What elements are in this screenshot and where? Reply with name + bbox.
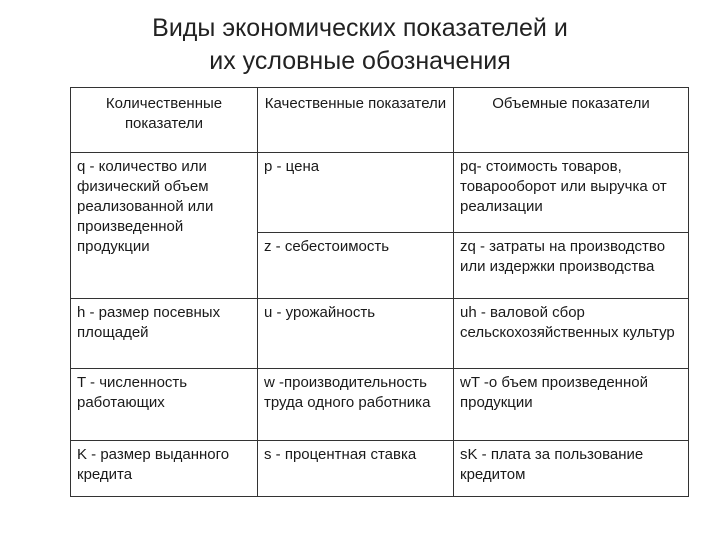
cell-quality-u: u - урожайность (258, 299, 454, 369)
indicators-table (70, 87, 689, 497)
cell-quantity-h: h - размер посевных площадей (71, 299, 258, 369)
header-quantitative: Количественные показатели (71, 88, 258, 153)
page-title (0, 12, 720, 78)
title-line-2: их условные обозначения (209, 47, 511, 75)
table-row (71, 299, 689, 369)
cell-quality-z: z - себестоимость (258, 233, 454, 299)
table-row (71, 153, 689, 233)
cell-quantity-k: K - размер выданного кредита (71, 441, 258, 497)
header-volume: Объемные показатели (454, 88, 689, 153)
cell-volume-uh: uh - валовой сбор сельскохозяйственных культур (454, 299, 689, 369)
cell-quality-p: p - цена (258, 153, 454, 233)
header-qualitative: Качественные показатели (258, 88, 454, 153)
cell-quantity-q: q - количество или физический объем реализованной или произведенной продукции (71, 153, 258, 299)
table-row (71, 441, 689, 497)
header-row (71, 88, 689, 153)
cell-volume-sk: sK - плата за пользование кредитом (454, 441, 689, 497)
title-line-1: Виды экономических показателей и (152, 14, 568, 42)
table-row (71, 369, 689, 441)
cell-volume-pq: pq- стоимость товаров, товарооборот или выручка от реализации (454, 153, 689, 233)
cell-volume-zq: zq - затраты на производство или издержки производства (454, 233, 689, 299)
cell-quality-s: s - процентная ставка (258, 441, 454, 497)
cell-quantity-t: T - численность работающих (71, 369, 258, 441)
cell-volume-wt: wT -о бъем произведенной продукции (454, 369, 689, 441)
cell-quality-w: w -производительность труда одного работника (258, 369, 454, 441)
